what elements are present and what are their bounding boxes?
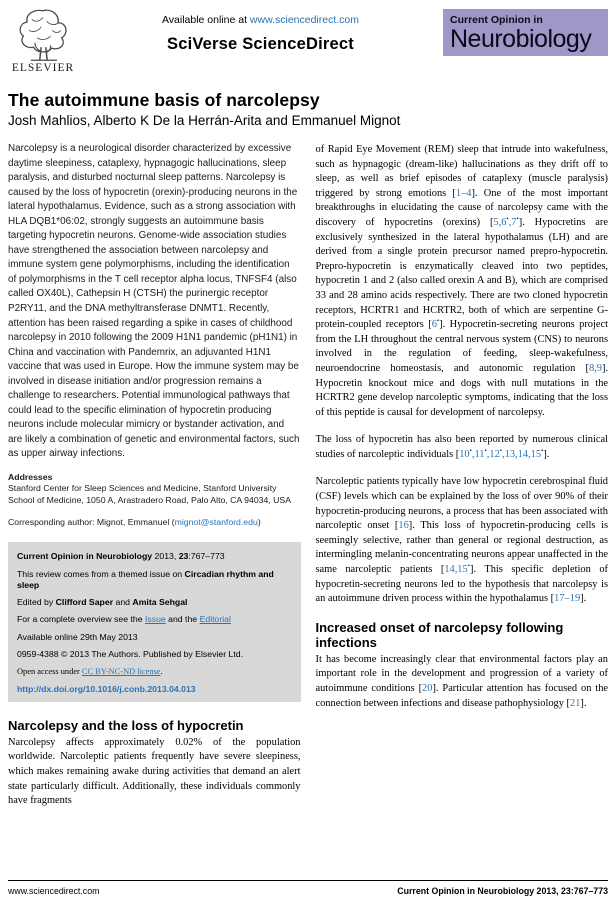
text-segment: The loss of hypocretin has also been reported by numerous clinical studies of narcoleptic individuals [: [315, 434, 608, 460]
editorial-link[interactable]: Editorial: [199, 614, 231, 625]
text-segment: Current Opinion in Neurobiology: [397, 886, 535, 896]
text-segment: ]. This loss of hypocretin-producing cells is seemingly selective, rather than general or regional destruction, as intermingling melanin-concentrating neurons appear unaffected in the same narcoleptic patients [: [315, 520, 608, 576]
text-segment: ].: [580, 593, 587, 605]
infobox-open-access: [17, 666, 292, 677]
elsevier-logo: [8, 8, 78, 74]
corresponding-author-line: [8, 517, 301, 528]
text-segment: ]. Hypocretins are exclusively synthesized in the lateral hypothalamus (LH) and are derived from a single protein precursor named prepro-hypocretin. Prepro-hypocretin is enzymatically cleaved into two peptides, hypocretin 1 and 2 (also called orexin A and B), which are comprised 33 and 28 amino acids respectively. There are two cloned hypocretin receptors, HCRTR1 and HCRTR2, both of which are serpentine G-protein-coupled receptors [: [315, 216, 608, 331]
ref-link[interactable]: 21: [570, 697, 581, 709]
abstract-text: Narcolepsy is a neurological disorder characterized by excessive daytime sleepiness, cataplexy, hypnagogic hallucinations, sleep paralysis, and disturbed nocturnal sleep patterns. Narcolepsy is caused by the loss of hypocretin (orexin)-producing neurons in the lateral hypothalamus. Evidence, such as a strong association with HLA DQB1*06:02, strongly suggests an autoimmune basis targeting hypocretin neurons. Genome-wide association studies have strengthened the association between narcolepsy and immune system gene polymorphisms, including the identification of polymorphisms in the T cell receptor alpha locus, TNFSF4 (also called OX40L), Cathepsin H (CTSH) the purinergic receptor P2RY11, and the DNA methyltransferase DNMT1. Recently, attention has been raised regarding a spike in cases of childhood narcolepsy in 2010 following the 2009 H1N1 pandemic (pH1N1) in China and vaccination with Pandemrix, an adjuvanted H1N1 vaccine that was used in Europe. How the immune system may be involved in disease initiation and/or progression remains a challenge to researchers. Potential immunological pathways that could lead to the specific elimination of hypocretin producing neurons include molecular mimicry or bystander activation, and are likely a combination of genetic and environmental factors, such as upper airway infections.: [8, 143, 300, 460]
issue-link[interactable]: Issue: [144, 614, 166, 625]
ref-link[interactable]: ,13,14,15: [502, 448, 542, 460]
text-segment: and: [113, 597, 133, 608]
ref-link[interactable]: 10: [459, 448, 470, 460]
ref-link[interactable]: ,11: [471, 448, 485, 460]
addresses-label: Addresses: [8, 472, 53, 483]
journal-cover-badge: [443, 9, 608, 56]
section-heading-increased-onset: Increased onset of narcolepsy following infections: [315, 619, 564, 650]
text-segment: 2013,: [152, 551, 179, 562]
ref-link[interactable]: ,7: [508, 216, 517, 228]
body-paragraph: [316, 653, 609, 711]
text-segment: ].: [580, 697, 587, 709]
footer-rule: [8, 880, 608, 881]
addresses-text: Stanford Center for Sleep Sciences and Medicine, Stanford University School of Medicine, 1050 A, Arastradero Road, Palo Alto, CA 94034, USA: [8, 483, 291, 505]
ref-link[interactable]: 16: [398, 520, 409, 532]
text-segment: Narcoleptic patients typically have low hypocretin cerebrospinal fluid (CSF) levels which can be explained by the loss of over 90% of their hypocretin-producing neurons, a process that has been associated with narcoleptic onset [: [315, 476, 608, 532]
doi-link[interactable]: http://dx.doi.org/10.1016/j.conb.2013.04.013: [17, 683, 196, 694]
text-segment: 23: [178, 551, 189, 562]
text-segment: :767–773: [570, 886, 608, 896]
text-segment: Corresponding author: Mignot, Emmanuel (: [8, 516, 175, 527]
infobox-issn-copyright: [17, 649, 292, 660]
infobox-themed-issue: [17, 569, 292, 592]
ref-link[interactable]: 5,6: [493, 216, 507, 228]
elsevier-tree-icon: [15, 8, 71, 64]
text-segment: ]. This specific depletion of hypocretin-secreting neurons led to the hypothesis that narcolepsy is an autoimmune driven process within the hypothalamus [: [315, 564, 608, 605]
infobox-available-date: [17, 632, 292, 643]
article-title: The autoimmune basis of narcolepsy: [8, 90, 320, 110]
text-segment: 23: [561, 886, 571, 896]
right-column: [316, 142, 609, 822]
available-online-line: [78, 14, 443, 26]
body-paragraph: [316, 143, 609, 420]
text-segment: and the: [165, 614, 200, 625]
text-segment: ]. Hypocretin knockout mice and dogs with null mutations in the HCRTR2 gene develop narcoleptic symptoms, indicating that the loss of this peptide is causal for development of narcolepsy.: [315, 362, 608, 418]
left-column: [8, 142, 301, 822]
text-segment: of Rapid Eye Movement (REM) sleep that intrude into wakefulness, such as hypnagogic (dream-like) hallucinations as they drift off to sleep, as well as brief episodes of cataplexy (muscle paralysis) triggered by strong emotions [: [315, 144, 608, 199]
text-segment: .: [160, 667, 163, 677]
text-segment: Circadian rhythm and sleep: [17, 568, 274, 590]
ref-link[interactable]: 8,9: [588, 362, 602, 374]
text-segment: Clifford Saper: [55, 597, 114, 608]
section-heading-hypocretin-loss: Narcolepsy and the loss of hypocretin: [8, 717, 244, 733]
text-segment: This review comes from a themed issue on: [17, 568, 185, 579]
body-paragraph: [316, 433, 609, 462]
sciverse-sciencedirect-wordmark: SciVerse ScienceDirect: [167, 35, 354, 53]
elsevier-wordmark: ELSEVIER: [11, 62, 75, 74]
body-paragraph: [316, 475, 609, 606]
article-columns: [0, 142, 616, 822]
journal-badge-line1: Current Opinion in: [450, 14, 543, 26]
ref-link[interactable]: 1–4: [455, 187, 472, 199]
ref-link[interactable]: 20: [422, 683, 433, 694]
text-segment: Open access under: [17, 667, 82, 677]
infobox-citation: [17, 551, 292, 562]
text-segment: •: [469, 447, 472, 455]
text-segment: ]. One of the most important breakthroughs in elucidating the cause of narcolepsy came with the discovery of hypocretins (orexins) [: [315, 187, 608, 228]
text-segment: It has become increasingly clear that environmental factors play an important role in the development and progression of a variety of autoimmune conditions [: [315, 653, 608, 694]
text-segment: Edited by: [17, 597, 56, 608]
text-segment: •: [516, 215, 519, 223]
sciencedirect-link[interactable]: www.sciencedirect.com: [249, 14, 360, 26]
ref-link[interactable]: 6: [431, 319, 437, 331]
ref-link[interactable]: ,12: [486, 448, 500, 460]
page-footer: [8, 880, 608, 896]
text-segment: ]. Hypocretin-secreting neurons project from the LH throughout the central nervous system (CNS) to neurons involved in the regulation of feeding, sleep-wakefulness, neuroendocrine homeostasis, and autonomic regulation [: [315, 319, 608, 374]
email-link[interactable]: mignot@stanford.edu: [174, 516, 258, 527]
text-segment: 0959-4388 © 2013 The Authors. Published by Elsevier Ltd.: [17, 649, 243, 659]
ref-link[interactable]: 14,15: [444, 564, 468, 576]
text-segment: •: [499, 447, 503, 455]
text-segment: For a complete overview see the: [17, 614, 145, 625]
journal-badge-line2: Neurobiology: [450, 25, 592, 53]
footer-sciencedirect-url: www.sciencedirect.com: [8, 886, 100, 896]
text-segment: •: [484, 447, 487, 455]
ref-link[interactable]: 17–19: [554, 593, 581, 605]
infobox-doi: [17, 684, 292, 695]
body-paragraph: Narcolepsy affects approximately 0.02% of the population worldwide. Narcoleptic patients frequently have severe sleepiness, which makes remaining awake during activities that demand an alert state particularly difficult. Additionally, these individuals commonly have fragments: [8, 736, 301, 807]
addresses-block: [8, 472, 301, 506]
infobox-edited-by: [17, 597, 292, 608]
cc-license-link[interactable]: CC BY-NC-ND license: [81, 667, 161, 677]
text-segment: ): [257, 516, 261, 527]
text-segment: •: [541, 447, 544, 455]
text-segment: Available online 29th May 2013: [17, 631, 138, 642]
text-segment: :767–773: [188, 551, 225, 562]
text-segment: Current Opinion in Neurobiology: [17, 551, 153, 562]
header-center: [78, 8, 443, 54]
text-segment: ].: [543, 448, 550, 460]
text-segment: ]. Particular attention has focused on the connection between infections and disease pathophysiology [: [315, 683, 608, 709]
text-segment: •: [506, 215, 509, 223]
article-authors: Josh Mahlios, Alberto K De la Herrán-Arita and Emmanuel Mignot: [8, 113, 401, 128]
citation-infobox: [8, 542, 301, 702]
page-header: [0, 0, 616, 80]
footer-citation: [397, 886, 608, 896]
text-segment: Amita Sehgal: [132, 597, 188, 608]
text-segment: Available online at: [161, 14, 250, 26]
text-segment: 2013,: [534, 886, 562, 896]
infobox-overview: [17, 614, 292, 625]
text-segment: •: [436, 317, 440, 325]
text-segment: •: [467, 562, 470, 570]
